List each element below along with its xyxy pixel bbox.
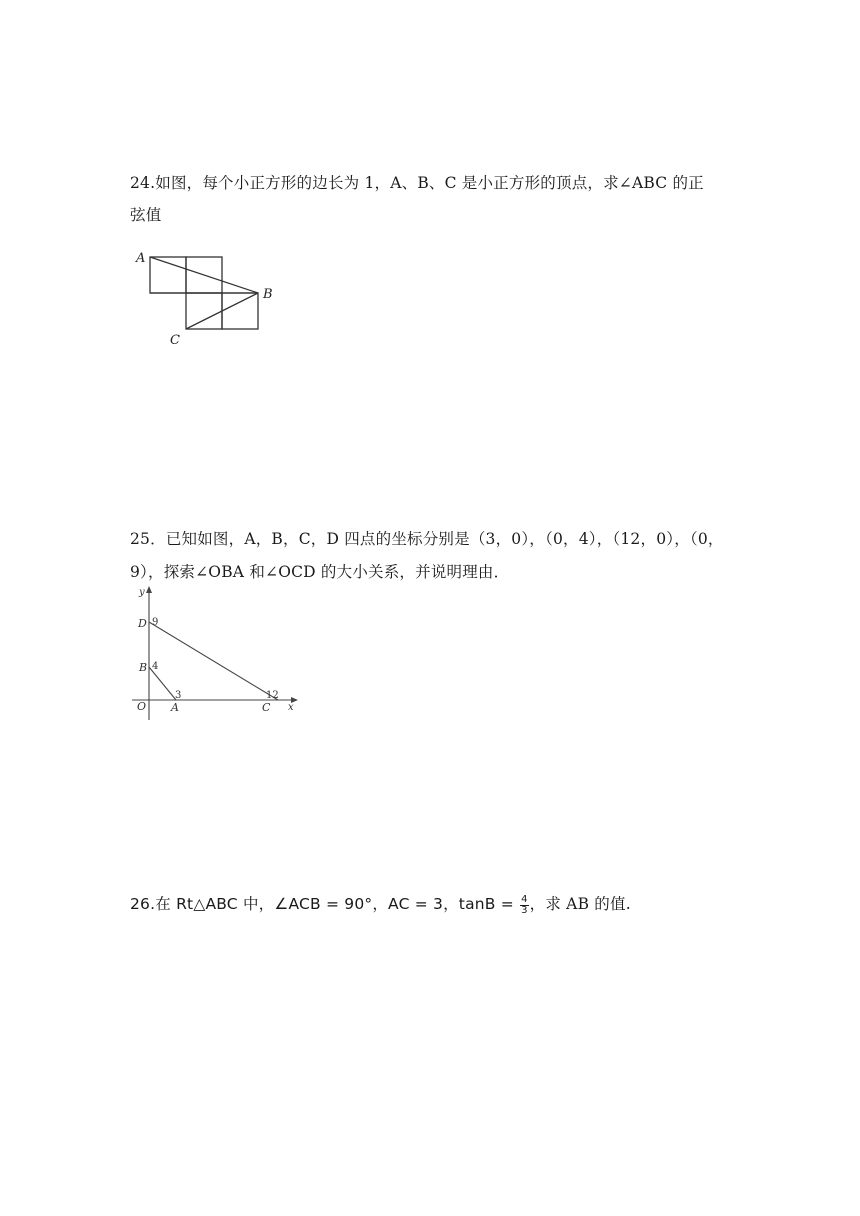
q24-label-c: C xyxy=(170,333,180,348)
q25-y-arrow xyxy=(146,586,152,593)
q26-fraction-denominator: 3 xyxy=(521,904,528,916)
q24-label-b: B xyxy=(263,287,273,302)
q25-text-line1: 25．已知如图，A，B，C，D 四点的坐标分别是（3，0），（0，4），（12，0），（0， xyxy=(130,530,724,548)
q24-square xyxy=(222,293,258,329)
q25-segment-dc xyxy=(149,622,278,700)
q24-segment-ab xyxy=(150,257,258,293)
q24-text-line2: 弦值 xyxy=(130,206,162,224)
q24-label-a: A xyxy=(136,251,146,266)
q25-value-b: 4 xyxy=(152,661,159,672)
q26-fraction xyxy=(520,895,529,916)
q26-text xyxy=(130,893,631,916)
q25-label-c: C xyxy=(262,701,271,714)
q25-label-a: A xyxy=(171,701,179,714)
q25-coordinate-figure xyxy=(130,585,305,725)
q25-label-d: D xyxy=(138,617,147,630)
q25-value-d: 9 xyxy=(152,617,159,628)
q25-axis-y-label: y xyxy=(139,587,145,598)
q26-text-prefix: 26.在 Rt△ABC 中，∠ACB = 90°，AC = 3，tanB = xyxy=(130,895,520,913)
q24-grid-figure xyxy=(130,245,300,350)
q26-text-suffix: ，求 AB 的值. xyxy=(529,895,631,913)
q25-axis-x-label: x xyxy=(288,702,294,713)
q26-fraction-numerator: 4 xyxy=(521,893,528,905)
q24-text-line1: 24.如图，每个小正方形的边长为 1，A、B、C 是小正方形的顶点，求∠ABC 的正 xyxy=(130,174,704,192)
q24-square xyxy=(186,293,222,329)
q25-text-line2: 9），探索∠OBA 和∠OCD 的大小关系，并说明理由． xyxy=(130,563,510,581)
q25-value-c: 12 xyxy=(266,690,279,701)
q25-label-o: O xyxy=(137,700,147,713)
q25-value-a: 3 xyxy=(175,690,182,701)
q25-label-b: B xyxy=(139,661,148,674)
